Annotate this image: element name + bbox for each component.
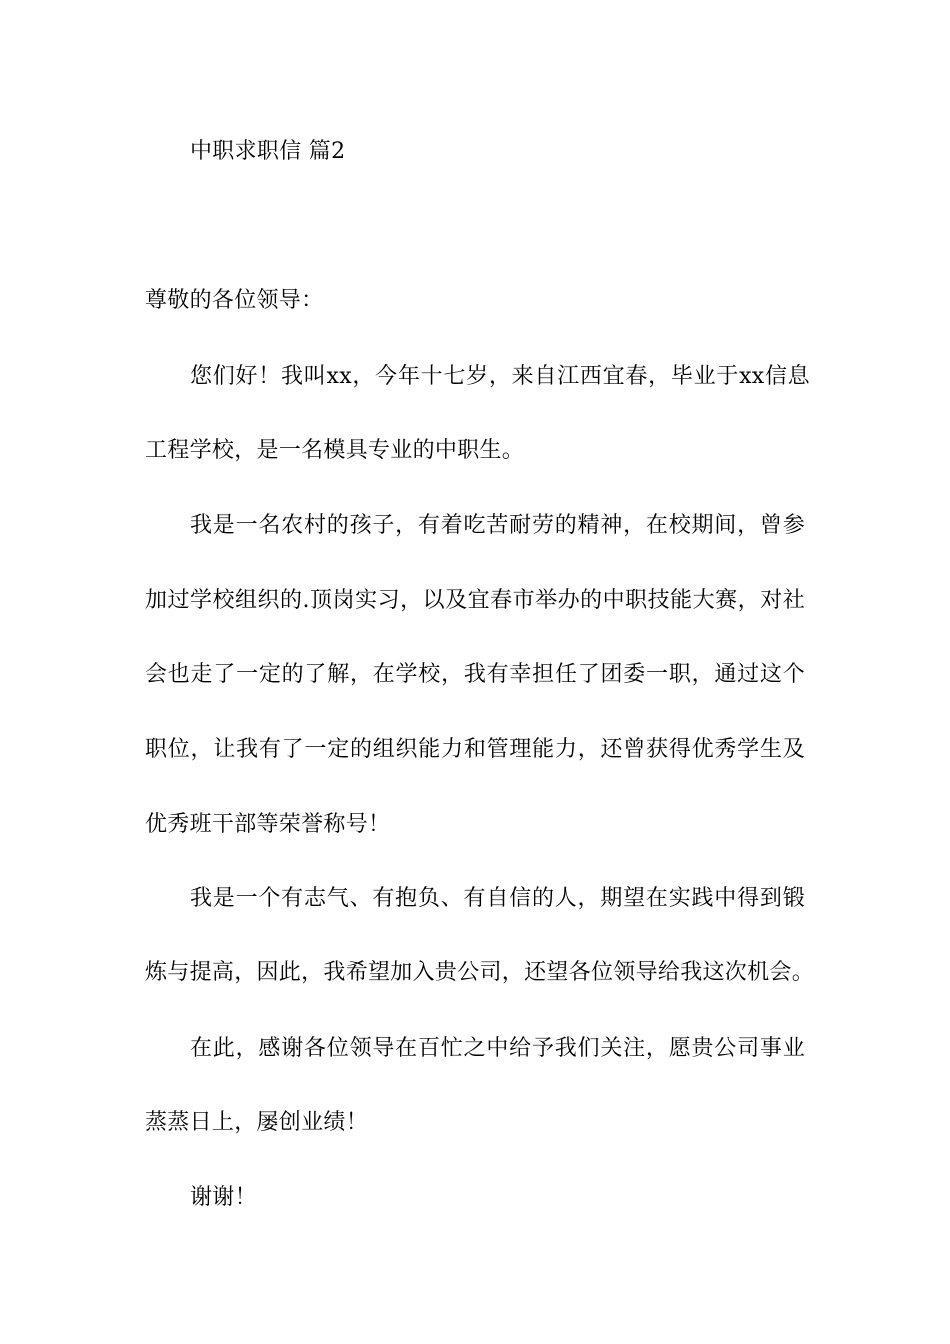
paragraph-line: 职位，让我有了一定的组织能力和管理能力，还曾获得优秀学生及 — [145, 737, 805, 762]
paragraph-line: 在此，感谢各位领导在百忙之中给予我们关注，愿贵公司事业 — [190, 1036, 805, 1061]
paragraph-line: 蒸蒸日上，屡创业绩！ — [145, 1110, 369, 1135]
paragraph-line: 您们好！我叫xx，今年十七岁，来自江西宜春，毕业于xx信息 — [190, 364, 810, 389]
paragraph-line: 优秀班干部等荣誉称号！ — [145, 812, 391, 837]
document-title: 中职求职信 篇2 — [190, 139, 346, 164]
paragraph-line: 工程学校，是一名模具专业的中职生。 — [145, 438, 525, 463]
paragraph-line: 会也走了一定的了解，在学校，我有幸担任了团委一职，通过这个 — [145, 662, 805, 687]
closing: 谢谢！ — [190, 1185, 257, 1210]
paragraph-line: 加过学校组织的.顶岗实习，以及宜春市举办的中职技能大赛，对社 — [145, 588, 805, 613]
paragraph-line: 炼与提高，因此，我希望加入贵公司，还望各位领导给我这次机会。 — [145, 960, 815, 985]
paragraph-line: 我是一名农村的孩子，有着吃苦耐劳的精神，在校期间，曾参 — [190, 513, 805, 538]
paragraph-line: 我是一个有志气、有抱负、有自信的人，期望在实践中得到锻 — [190, 886, 805, 911]
salutation: 尊敬的各位领导： — [145, 288, 324, 313]
